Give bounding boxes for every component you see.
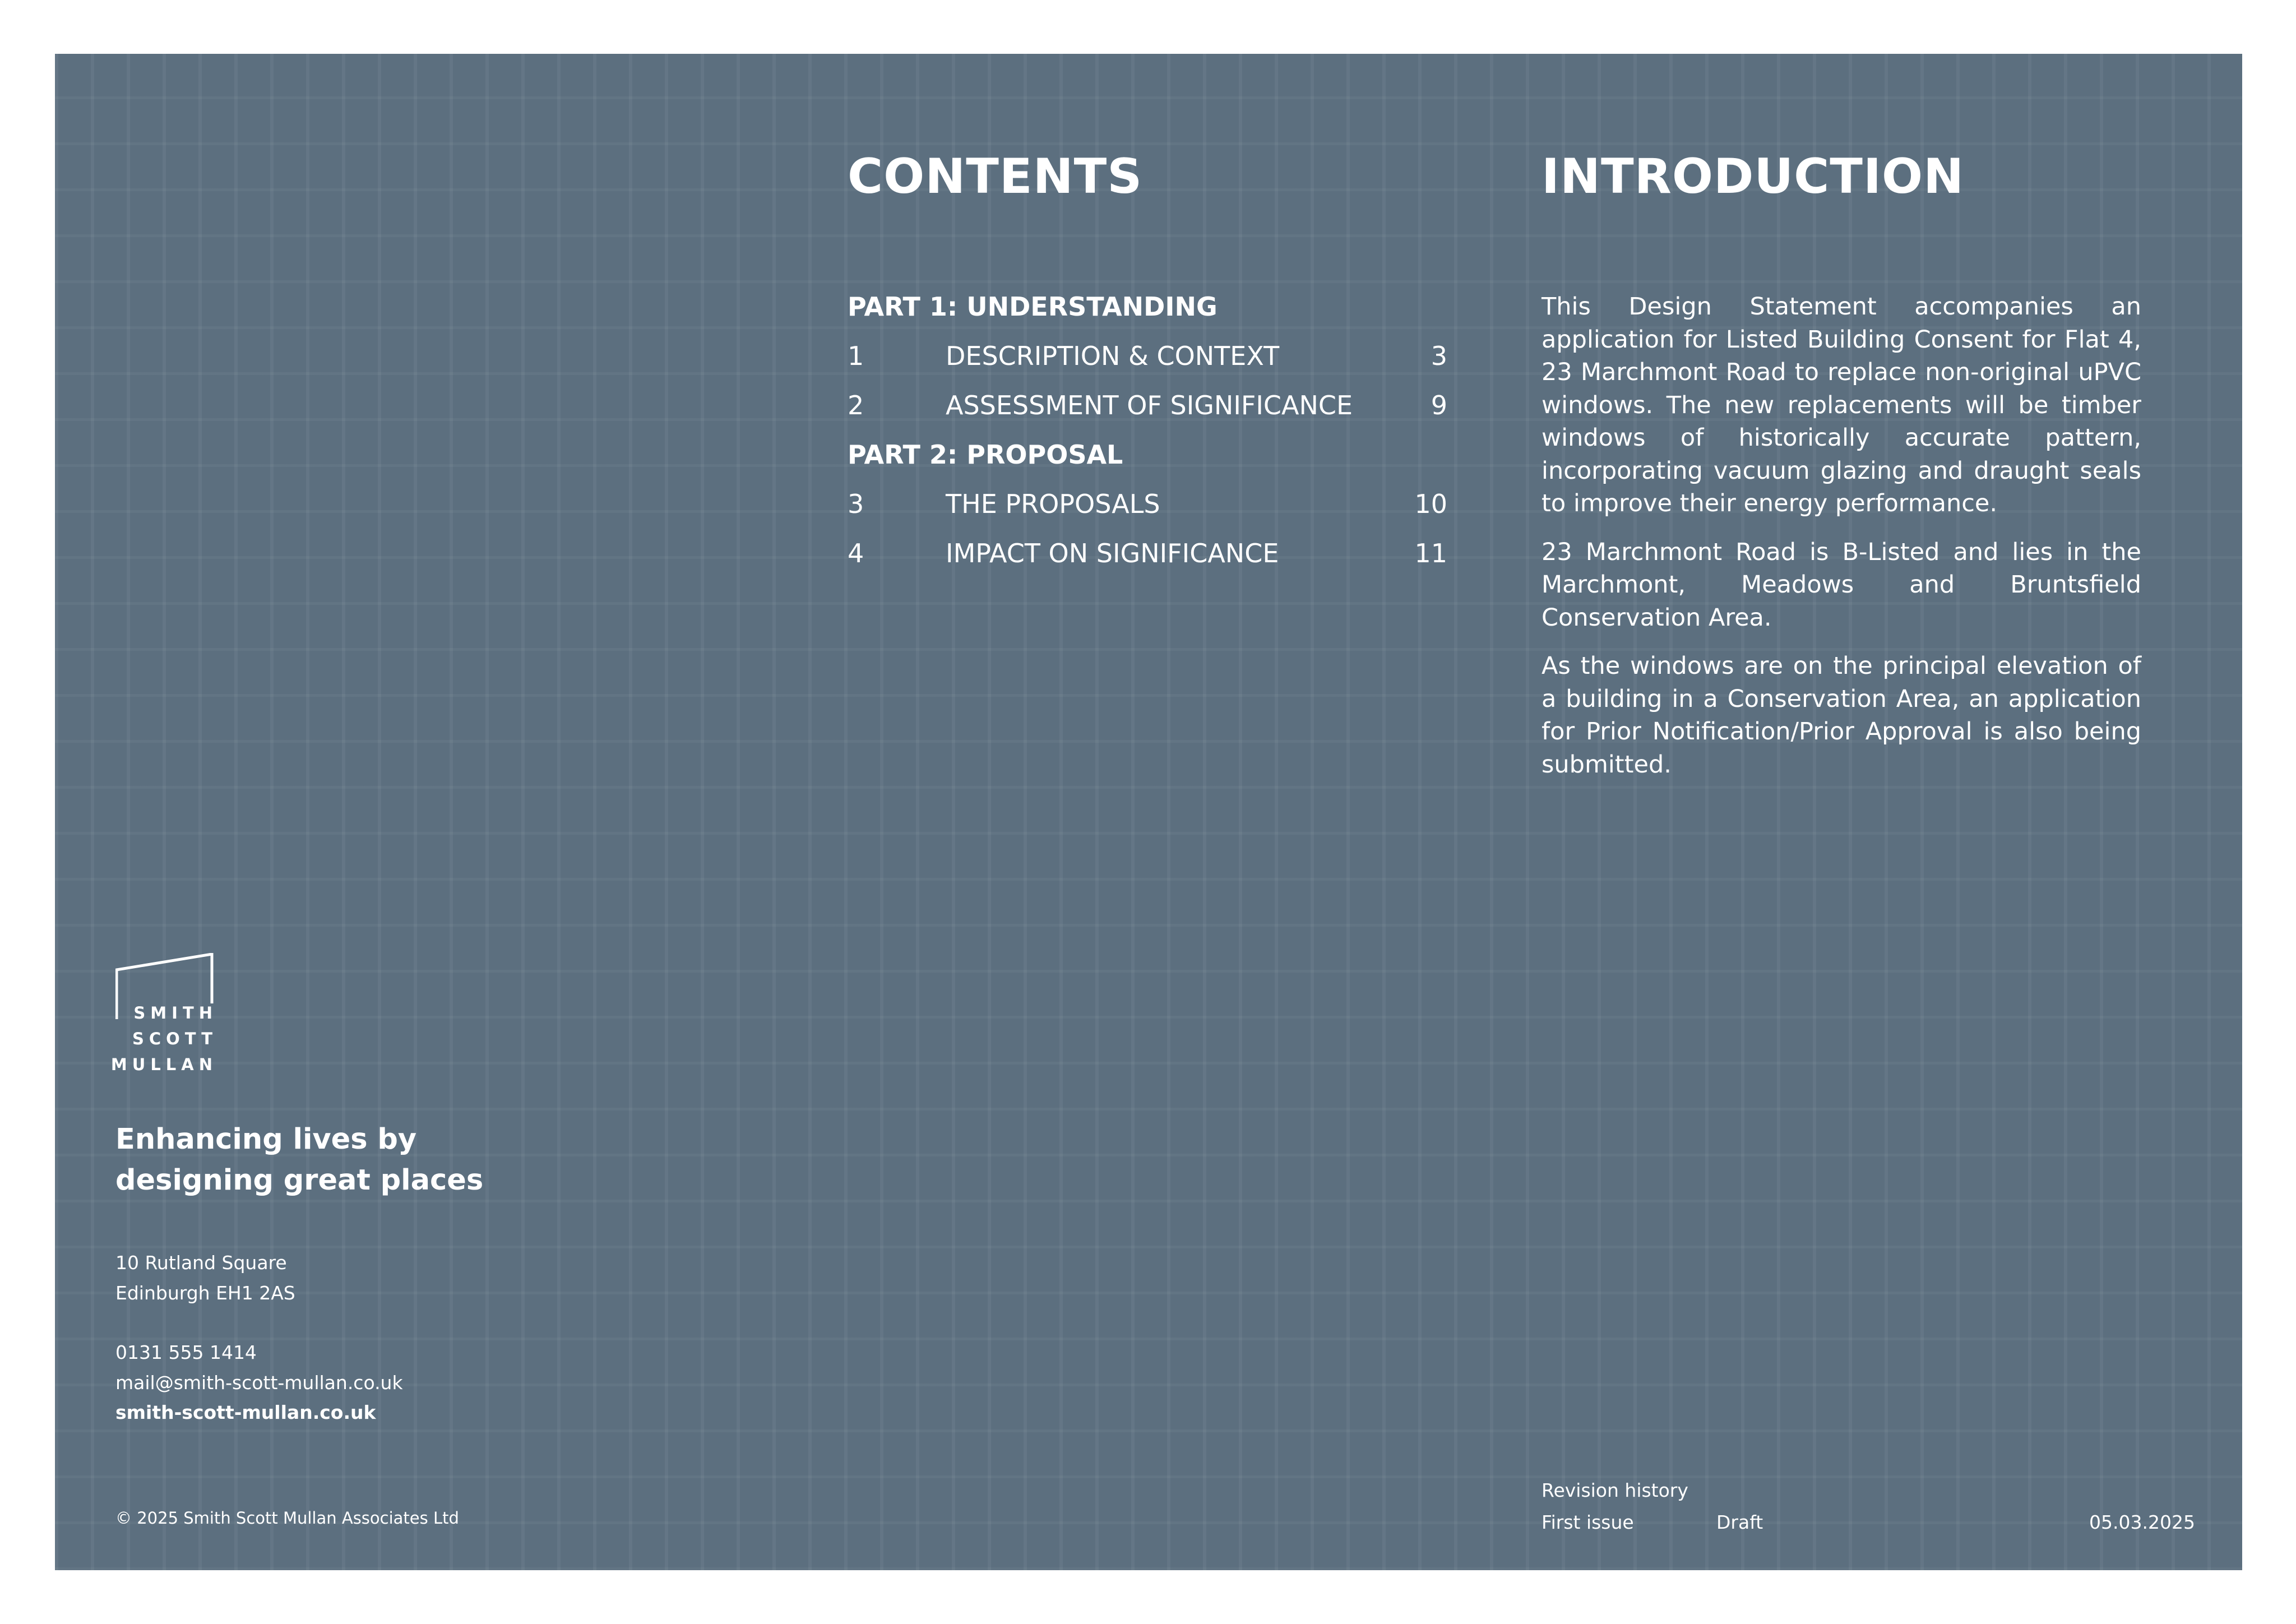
intro-paragraph: As the windows are on the principal elevation of a building in a Conservation Area, an application for Prior Notification/Prior Approval is also being submitted. bbox=[1542, 652, 2141, 779]
toc-item-page: 3 bbox=[1431, 341, 1447, 371]
logo-line: SMITH bbox=[133, 1003, 217, 1022]
phone-number[interactable]: 0131 555 1414 bbox=[115, 1341, 257, 1363]
toc-item[interactable] bbox=[848, 540, 1447, 574]
document-spread bbox=[55, 54, 2242, 1570]
contents-heading: CONTENTS bbox=[848, 149, 1143, 205]
revision-label: Revision history bbox=[1542, 1479, 1688, 1501]
toc-item-number: 1 bbox=[848, 341, 864, 371]
website-link[interactable]: smith-scott-mullan.co.uk bbox=[115, 1401, 376, 1423]
introduction-heading: INTRODUCTION bbox=[1542, 149, 1965, 205]
revision-date: 05.03.2025 bbox=[2089, 1511, 2195, 1533]
toc-item-page: 11 bbox=[1414, 538, 1447, 568]
tagline-line: designing great places bbox=[115, 1164, 484, 1197]
toc-item-title: ASSESSMENT OF SIGNIFICANCE bbox=[946, 390, 1353, 420]
logo-wordmark bbox=[111, 1000, 217, 1077]
toc-item-title: DESCRIPTION & CONTEXT bbox=[946, 341, 1280, 371]
toc-part-1: PART 1: UNDERSTANDING bbox=[848, 292, 1218, 322]
table-of-contents bbox=[848, 294, 1447, 653]
revision-issue: First issue bbox=[1542, 1511, 1634, 1533]
introduction-body bbox=[1542, 290, 2141, 797]
company-address bbox=[115, 1248, 295, 1308]
logo-line: SCOTT bbox=[132, 1029, 217, 1048]
intro-paragraph: 23 Marchmont Road is B-Listed and lies in the Marchmont, Meadows and Bruntsfield Conservation Area. bbox=[1542, 538, 2141, 632]
toc-item-page: 9 bbox=[1431, 390, 1447, 420]
toc-item[interactable] bbox=[848, 392, 1447, 426]
address-line: 10 Rutland Square bbox=[115, 1252, 287, 1274]
company-tagline bbox=[115, 1119, 483, 1201]
toc-item-number: 4 bbox=[848, 538, 864, 568]
intro-paragraph: This Design Statement accompanies an application for Listed Building Consent for Flat 4, 23 Marchmont Road to replace non-original uPVC windows. The new replacements will be timber windows of historically accurate pattern, incorporating vacuum glazing and draught seals to improve their energy performance. bbox=[1542, 293, 2141, 517]
toc-part-2: PART 2: PROPOSAL bbox=[848, 439, 1123, 470]
revision-history bbox=[1542, 1475, 2195, 1537]
company-contact bbox=[115, 1338, 403, 1428]
toc-item[interactable] bbox=[848, 343, 1447, 377]
tagline-line: Enhancing lives by bbox=[115, 1123, 417, 1156]
toc-item[interactable] bbox=[848, 491, 1447, 525]
logo-line: MULLAN bbox=[110, 1055, 217, 1074]
toc-item-number: 3 bbox=[848, 489, 864, 519]
toc-item-title: THE PROPOSALS bbox=[946, 489, 1160, 519]
revision-status: Draft bbox=[1716, 1511, 1763, 1533]
email-link[interactable]: mail@smith-scott-mullan.co.uk bbox=[115, 1371, 403, 1394]
toc-item-title: IMPACT ON SIGNIFICANCE bbox=[946, 538, 1279, 568]
copyright-notice: © 2025 Smith Scott Mullan Associates Ltd bbox=[115, 1509, 459, 1528]
toc-item-page: 10 bbox=[1414, 489, 1447, 519]
toc-item-number: 2 bbox=[848, 390, 864, 420]
address-line: Edinburgh EH1 2AS bbox=[115, 1281, 295, 1304]
company-logo bbox=[110, 953, 222, 1076]
